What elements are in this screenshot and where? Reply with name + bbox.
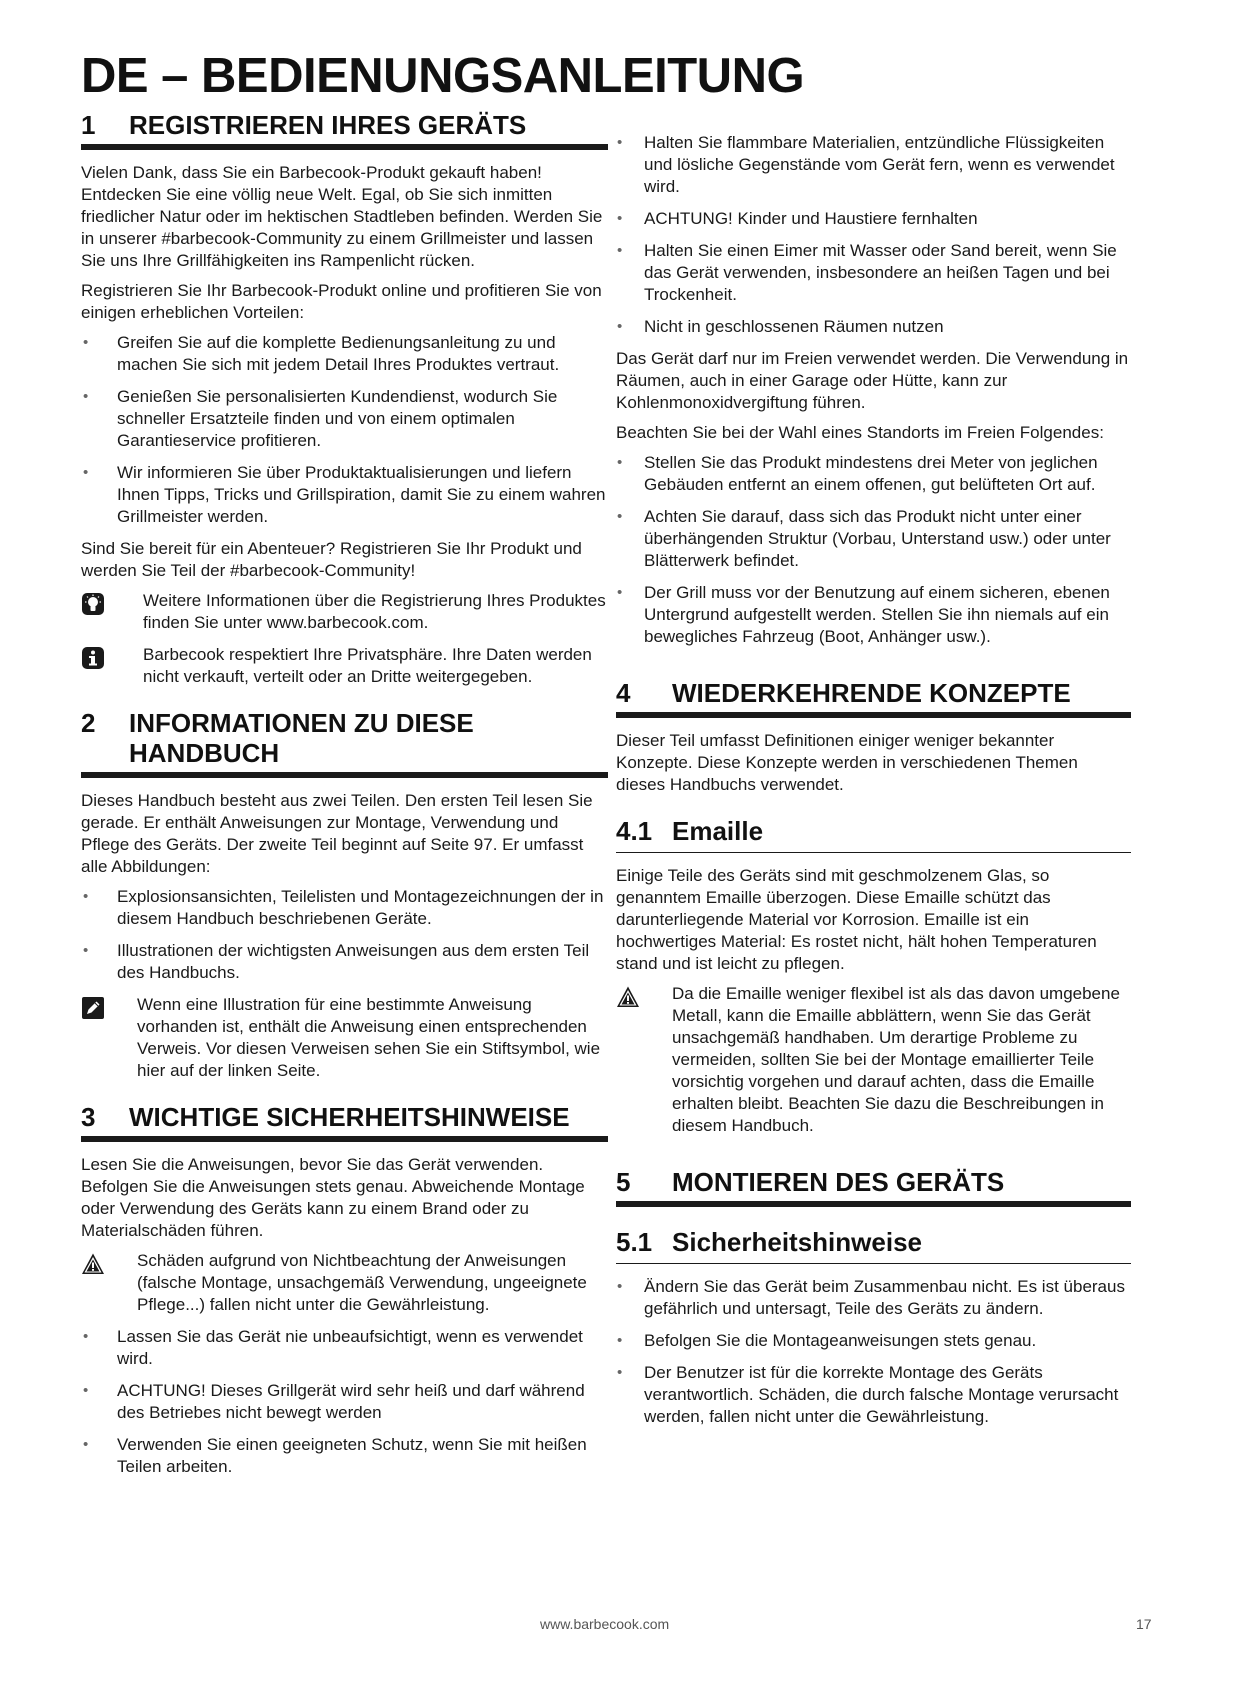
info-icon <box>81 646 105 670</box>
lightbulb-icon <box>81 592 105 616</box>
note-text: Weitere Informationen über die Registrierung Ihres Produktes finden Sie unter www.barbecook.com. <box>143 591 606 632</box>
list-item: • Greifen Sie auf die komplette Bedienungsanleitung zu und machen Sie sich mit jedem Detail Ihres Produktes vertraut. <box>83 333 560 374</box>
note-text: Schäden aufgrund von Nichtbeachtung der Anweisungen (falsche Montage, unsachgemäß Verwendung, ungeeignete Pflege...) fallen nicht unter die Gewährleistung. <box>137 1251 587 1314</box>
section-1-heading <box>81 108 608 150</box>
subsection-number: 5.1 <box>616 1227 653 1257</box>
list-item: • Der Benutzer ist für die korrekte Montage des Geräts verantwortlich. Schäden, die durch falsche Montage verursacht werden, fallen nicht unter die Gewährleistung. <box>617 1363 1119 1426</box>
paragraph: Einige Teile des Geräts sind mit geschmolzenem Glas, so genanntem Emaille überzogen. Diese Emaille schützt das darunterliegende Material vor Korrosion. Emaille ist ein hochwertiges Material: Es rostet nicht, hält hohen Temperaturen stand und ist leicht zu pflegen. <box>616 866 1097 973</box>
bullet-list <box>616 452 1131 648</box>
section-2-heading <box>81 706 608 778</box>
section-4-heading <box>616 676 1131 718</box>
bullet-list <box>81 886 608 984</box>
section-title: WIEDERKEHRENDE KONZEPTE <box>672 678 1071 708</box>
list-item: • Lassen Sie das Gerät nie unbeaufsichtigt, wenn es verwendet wird. <box>83 1327 583 1368</box>
list-item: • Illustrationen der wichtigsten Anweisungen aus dem ersten Teil des Handbuchs. <box>83 941 590 982</box>
warning-triangle-icon <box>81 1252 105 1276</box>
paragraph: Dieser Teil umfasst Definitionen einiger weniger bekannter Konzepte. Diese Konzepte werden in verschiedenen Themen dieses Handbuchs verwendet. <box>616 731 1078 794</box>
left-column <box>81 108 608 1488</box>
warning-note <box>616 983 1131 1137</box>
list-item: • Wir informieren Sie über Produktaktualisierungen und liefern Ihnen Tipps, Tricks und Grillspiration, damit Sie zu einem wahren Grillmeister werden. <box>83 463 606 526</box>
section-title: WICHTIGE SICHERHEITSHINWEISE <box>129 1102 570 1132</box>
section-5-heading <box>616 1165 1131 1207</box>
section-number: 1 <box>81 110 96 140</box>
right-column <box>616 132 1131 1438</box>
section-number: 4 <box>616 678 631 708</box>
list-item: • Halten Sie einen Eimer mit Wasser oder Sand bereit, wenn Sie das Gerät verwenden, insbesondere an heißen Tagen und bei Trockenheit. <box>617 241 1117 304</box>
paragraph: Beachten Sie bei der Wahl eines Standorts im Freien Folgendes: <box>616 423 1104 442</box>
pencil-note <box>81 994 608 1082</box>
list-item: • ACHTUNG! Dieses Grillgerät wird sehr heiß und darf während des Betriebes nicht bewegt werden <box>83 1381 585 1422</box>
note-text: Da die Emaille weniger flexibel ist als das davon umgebene Metall, kann die Emaille abblättern, wenn Sie das Gerät unsachgemäß handhaben. Um derartige Probleme zu vermeiden, sollten Sie bei der Montage emaillierter Teile vorsichtig vorgehen und darauf achten, dass die Emaille erhalten bleibt. Beachten Sie dazu die Beschreibungen in diesem Handbuch. <box>672 984 1120 1135</box>
section-title: REGISTRIEREN IHRES GERÄTS <box>129 110 527 140</box>
section-title: INFORMATIONEN ZU DIESE HANDBUCH <box>129 708 474 768</box>
list-item: • Ändern Sie das Gerät beim Zusammenbau nicht. Es ist überaus gefährlich und untersagt, Teile des Geräts zu ändern. <box>617 1277 1125 1318</box>
footer-url: www.barbecook.com <box>540 1616 670 1632</box>
paragraph: Dieses Handbuch besteht aus zwei Teilen. Den ersten Teil lesen Sie gerade. Er enthält Anweisungen zur Montage, Verwendung und Pflege des Geräts. Der zweite Teil beginnt auf Seite 97. Er umfasst alle Abbildungen: <box>81 791 593 876</box>
paragraph: Lesen Sie die Anweisungen, bevor Sie das Gerät verwenden. Befolgen Sie die Anweisungen stets genau. Abweichende Montage oder Verwendung des Geräts kann zu einem Brand oder zu Materialschäden führen. <box>81 1155 585 1240</box>
list-item: • Nicht in geschlossenen Räumen nutzen <box>617 317 944 336</box>
list-item: • Stellen Sie das Produkt mindestens drei Meter von jeglichen Gebäuden entfernt an einem offenen, gut belüfteten Ort auf. <box>617 453 1098 494</box>
paragraph: Registrieren Sie Ihr Barbecook-Produkt online und profitieren Sie von einigen erheblichen Vorteilen: <box>81 281 602 322</box>
bullet-list <box>81 332 608 528</box>
info-note <box>81 644 608 688</box>
subsection-4-1-heading <box>616 814 1131 853</box>
note-text: Wenn eine Illustration für eine bestimmte Anweisung vorhanden ist, enthält die Anweisung einen entsprechenden Verweis. Vor diesen Verweisen sehen Sie ein Stiftsymbol, wie hier auf der linken Seite. <box>137 995 601 1080</box>
page-title: DE – BEDIENUNGSANLEITUNG <box>81 49 805 103</box>
list-item: • Genießen Sie personalisierten Kundendienst, wodurch Sie schneller Ersatzteile finden und von einem optimalen Garantieservice profitieren. <box>83 387 558 450</box>
pencil-icon <box>81 996 105 1020</box>
subsection-number: 4.1 <box>616 816 653 846</box>
paragraph: Sind Sie bereit für ein Abenteuer? Registrieren Sie Ihr Produkt und werden Sie Teil der #barbecook-Community! <box>81 539 582 580</box>
section-number: 5 <box>616 1167 631 1197</box>
paragraph: Vielen Dank, dass Sie ein Barbecook-Produkt gekauft haben! Entdecken Sie eine völlig neue Welt. Egal, ob Sie sich inmitten friedlicher Natur oder im hektischen Stadtleben befinden. Werden Sie in unserer #barbecook-Community zu einem Grillmeister und lassen Sie uns Ihre Grillfähigkeiten ins Rampenlicht rücken. <box>81 163 603 270</box>
section-3-heading <box>81 1100 608 1142</box>
tip-note <box>81 590 608 634</box>
list-item: • ACHTUNG! Kinder und Haustiere fernhalten <box>617 209 978 228</box>
section-number: 3 <box>81 1102 96 1132</box>
section-number: 2 <box>81 708 96 738</box>
warning-triangle-icon <box>616 985 640 1009</box>
paragraph: Das Gerät darf nur im Freien verwendet werden. Die Verwendung in Räumen, auch in einer Garage oder Hütte, kann zur Kohlenmonoxidvergiftung führen. <box>616 349 1129 412</box>
subsection-5-1-heading <box>616 1225 1131 1264</box>
list-item: • Achten Sie darauf, dass sich das Produkt nicht unter einer überhängenden Struktur (Vorbau, Unterstand usw.) oder unter Blätterwerk befindet. <box>617 507 1111 570</box>
bullet-list <box>81 1326 608 1478</box>
section-title: MONTIEREN DES GERÄTS <box>672 1167 1005 1197</box>
bullet-list <box>616 132 1131 338</box>
list-item: • Halten Sie flammbare Materialien, entzündliche Flüssigkeiten und lösliche Gegenstände vom Gerät fern, wenn es verwendet wird. <box>617 133 1115 196</box>
warning-note <box>81 1250 608 1316</box>
list-item: • Explosionsansichten, Teilelisten und Montagezeichnungen der in diesem Handbuch beschriebenen Geräte. <box>83 887 604 928</box>
note-text: Barbecook respektiert Ihre Privatsphäre. Ihre Daten werden nicht verkauft, verteilt oder an Dritte weitergegeben. <box>143 645 592 686</box>
list-item: • Verwenden Sie einen geeigneten Schutz, wenn Sie mit heißen Teilen arbeiten. <box>83 1435 587 1476</box>
subsection-title: Emaille <box>672 816 764 846</box>
subsection-title: Sicherheitshinweise <box>672 1227 922 1257</box>
bullet-list <box>616 1276 1131 1428</box>
list-item: • Befolgen Sie die Montageanweisungen stets genau. <box>617 1331 1037 1350</box>
page-number: 17 <box>1136 1616 1152 1632</box>
list-item: • Der Grill muss vor der Benutzung auf einem sicheren, ebenen Untergrund aufgestellt werden. Stellen Sie ihn niemals auf ein bewegliches Fahrzeug (Boot, Anhänger usw.). <box>617 583 1110 646</box>
